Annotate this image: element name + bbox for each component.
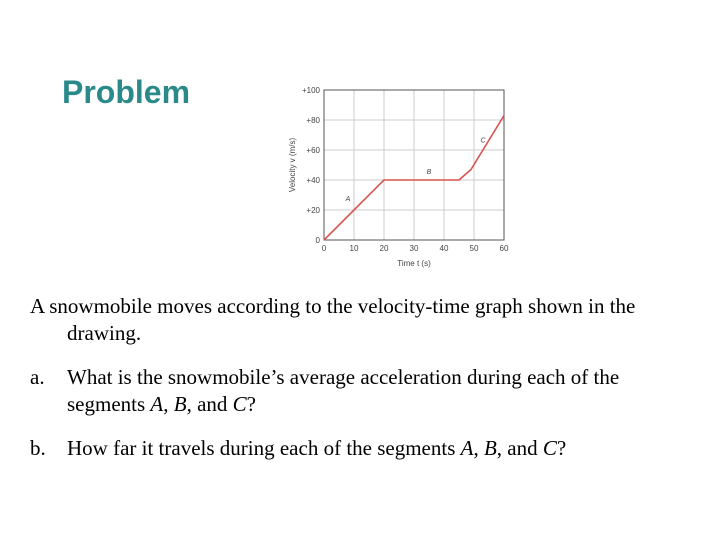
y-tick-label: +60 — [306, 146, 320, 155]
velocity-time-chart — [280, 78, 520, 273]
segment-a-ref: A — [460, 436, 474, 460]
segment-c-ref: C — [232, 392, 247, 416]
segment-a-ref: A — [150, 392, 164, 416]
x-tick-label: 10 — [349, 244, 359, 253]
problem-text — [30, 293, 680, 479]
segment-label-c: C — [480, 137, 486, 145]
y-tick-label: +80 — [306, 116, 320, 125]
x-tick-label: 60 — [499, 244, 509, 253]
y-tick-label: +40 — [306, 176, 320, 185]
segment-c-ref: C — [542, 436, 557, 460]
question-b — [30, 435, 680, 462]
slide-title: Problem — [62, 74, 191, 110]
chart-svg — [280, 78, 520, 273]
question-a-text: What is the snowmobile’s average acceleration during each of the segments — [67, 365, 620, 416]
y-tick-label: +100 — [301, 86, 320, 95]
x-tick-label: 20 — [379, 244, 389, 253]
question-mark: ? — [556, 436, 567, 460]
y-axis-label: Velocity v (m/s) — [288, 137, 297, 193]
question-b-text: How far it travels during each of the segments — [67, 436, 461, 460]
sep: , — [473, 436, 484, 460]
segment-label-b: B — [426, 169, 432, 176]
x-tick-label: 30 — [409, 244, 419, 253]
x-tick-label: 40 — [439, 244, 449, 253]
y-tick-label: +20 — [306, 206, 320, 215]
y-tick-label: 0 — [315, 236, 320, 245]
sep: , — [163, 392, 174, 416]
x-tick-label: 0 — [321, 244, 327, 253]
question-a-label: a. — [30, 365, 45, 389]
sep: , and — [496, 436, 543, 460]
segment-label-a: A — [345, 196, 351, 203]
question-a — [30, 364, 680, 418]
intro-paragraph: A snowmobile moves according to the velocity-time graph shown in the drawing. — [30, 294, 636, 345]
segment-b-ref: B — [173, 392, 187, 416]
sep: , and — [186, 392, 233, 416]
segment-b-ref: B — [483, 436, 497, 460]
question-b-label: b. — [30, 436, 46, 460]
question-mark: ? — [246, 392, 256, 416]
x-axis-label: Time t (s) — [397, 259, 431, 268]
x-tick-label: 50 — [469, 244, 479, 253]
